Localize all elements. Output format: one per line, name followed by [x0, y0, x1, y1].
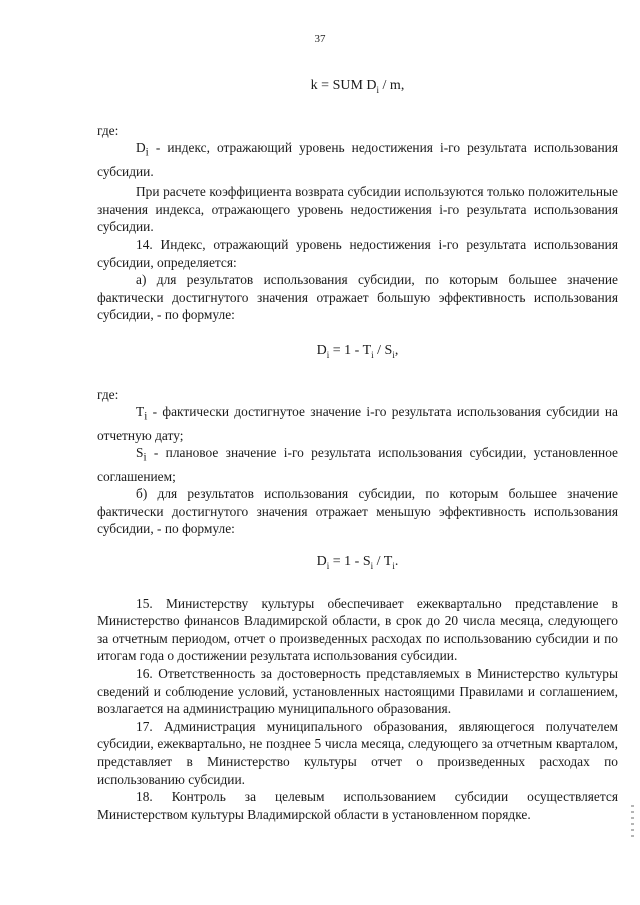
where-label: где:	[97, 122, 119, 138]
formula-b: $D_i = 1 - S_i / T_i$.	[316, 553, 399, 571]
formula-a: $D_i = 1 - T_i / S_i$,	[316, 343, 399, 360]
di-definition: $D_i$ - индекс, отражающий уровень недостижения i-го результата использования субсидии.	[97, 140, 618, 179]
ti-definition: $T_i$ - фактически достигнутое значение i-го результата использования субсидии на отчетную дату;	[97, 404, 618, 443]
paragraph-18: 18. Контроль за целевым использованием субсидии осуществляется Министерством культуры Владимирской области в установленном порядке.	[97, 789, 618, 822]
paragraph-positive-values: При расчете коэффициента возврата субсидии используются только положительные значения индекса, отражающего уровень недостижения i-го результата использования субсидии.	[97, 184, 618, 235]
paragraph-14: 14. Индекс, отражающий уровень недостижения i-го результата использования субсидии, определяется:	[97, 237, 618, 270]
paragraph-b: б) для результатов использования субсидии, по которым большее значение фактически достигнутого значения отражает меньшую эффективность использования субсидии, - по формуле:	[97, 486, 618, 537]
scan-artifact	[631, 805, 634, 841]
formula-k: k = SUM $D_i$ / m,	[310, 78, 405, 95]
paragraph-15: 15. Министерству культуры обеспечивает ежеквартально представление в Министерство финансов Владимирской области, в срок до 20 числа месяца, следующего за отчетным периодом, отчет о произведенных расходах по использованию субсидии и по итогам года о достижении результата использования субсидии.	[97, 595, 618, 664]
paragraph-17: 17. Администрация муниципального образования, являющегося получателем субсидии, ежеквартально, не позднее 5 числа месяца, следующего за отчетным кварталом, представляет в Министерство культуры отчет о произведенных расходах по использованию субсидии.	[97, 718, 618, 787]
si-definition: $S_i$ - плановое значение i-го результата использования субсидии, установленное соглашением;	[97, 445, 618, 484]
page-number: 37	[314, 33, 326, 45]
paragraph-16: 16. Ответственность за достоверность представляемых в Министерство культуры сведений и соблюдение условий, установленных настоящими Правилами и соглашением, возлагается на администрацию муниципального образования.	[97, 666, 618, 717]
paragraph-a: а) для результатов использования субсидии, по которым большее значение фактически достигнутого значения отражает большую эффективность использования субсидии, - по формуле:	[97, 272, 618, 323]
where-label-2: где:	[97, 386, 119, 402]
